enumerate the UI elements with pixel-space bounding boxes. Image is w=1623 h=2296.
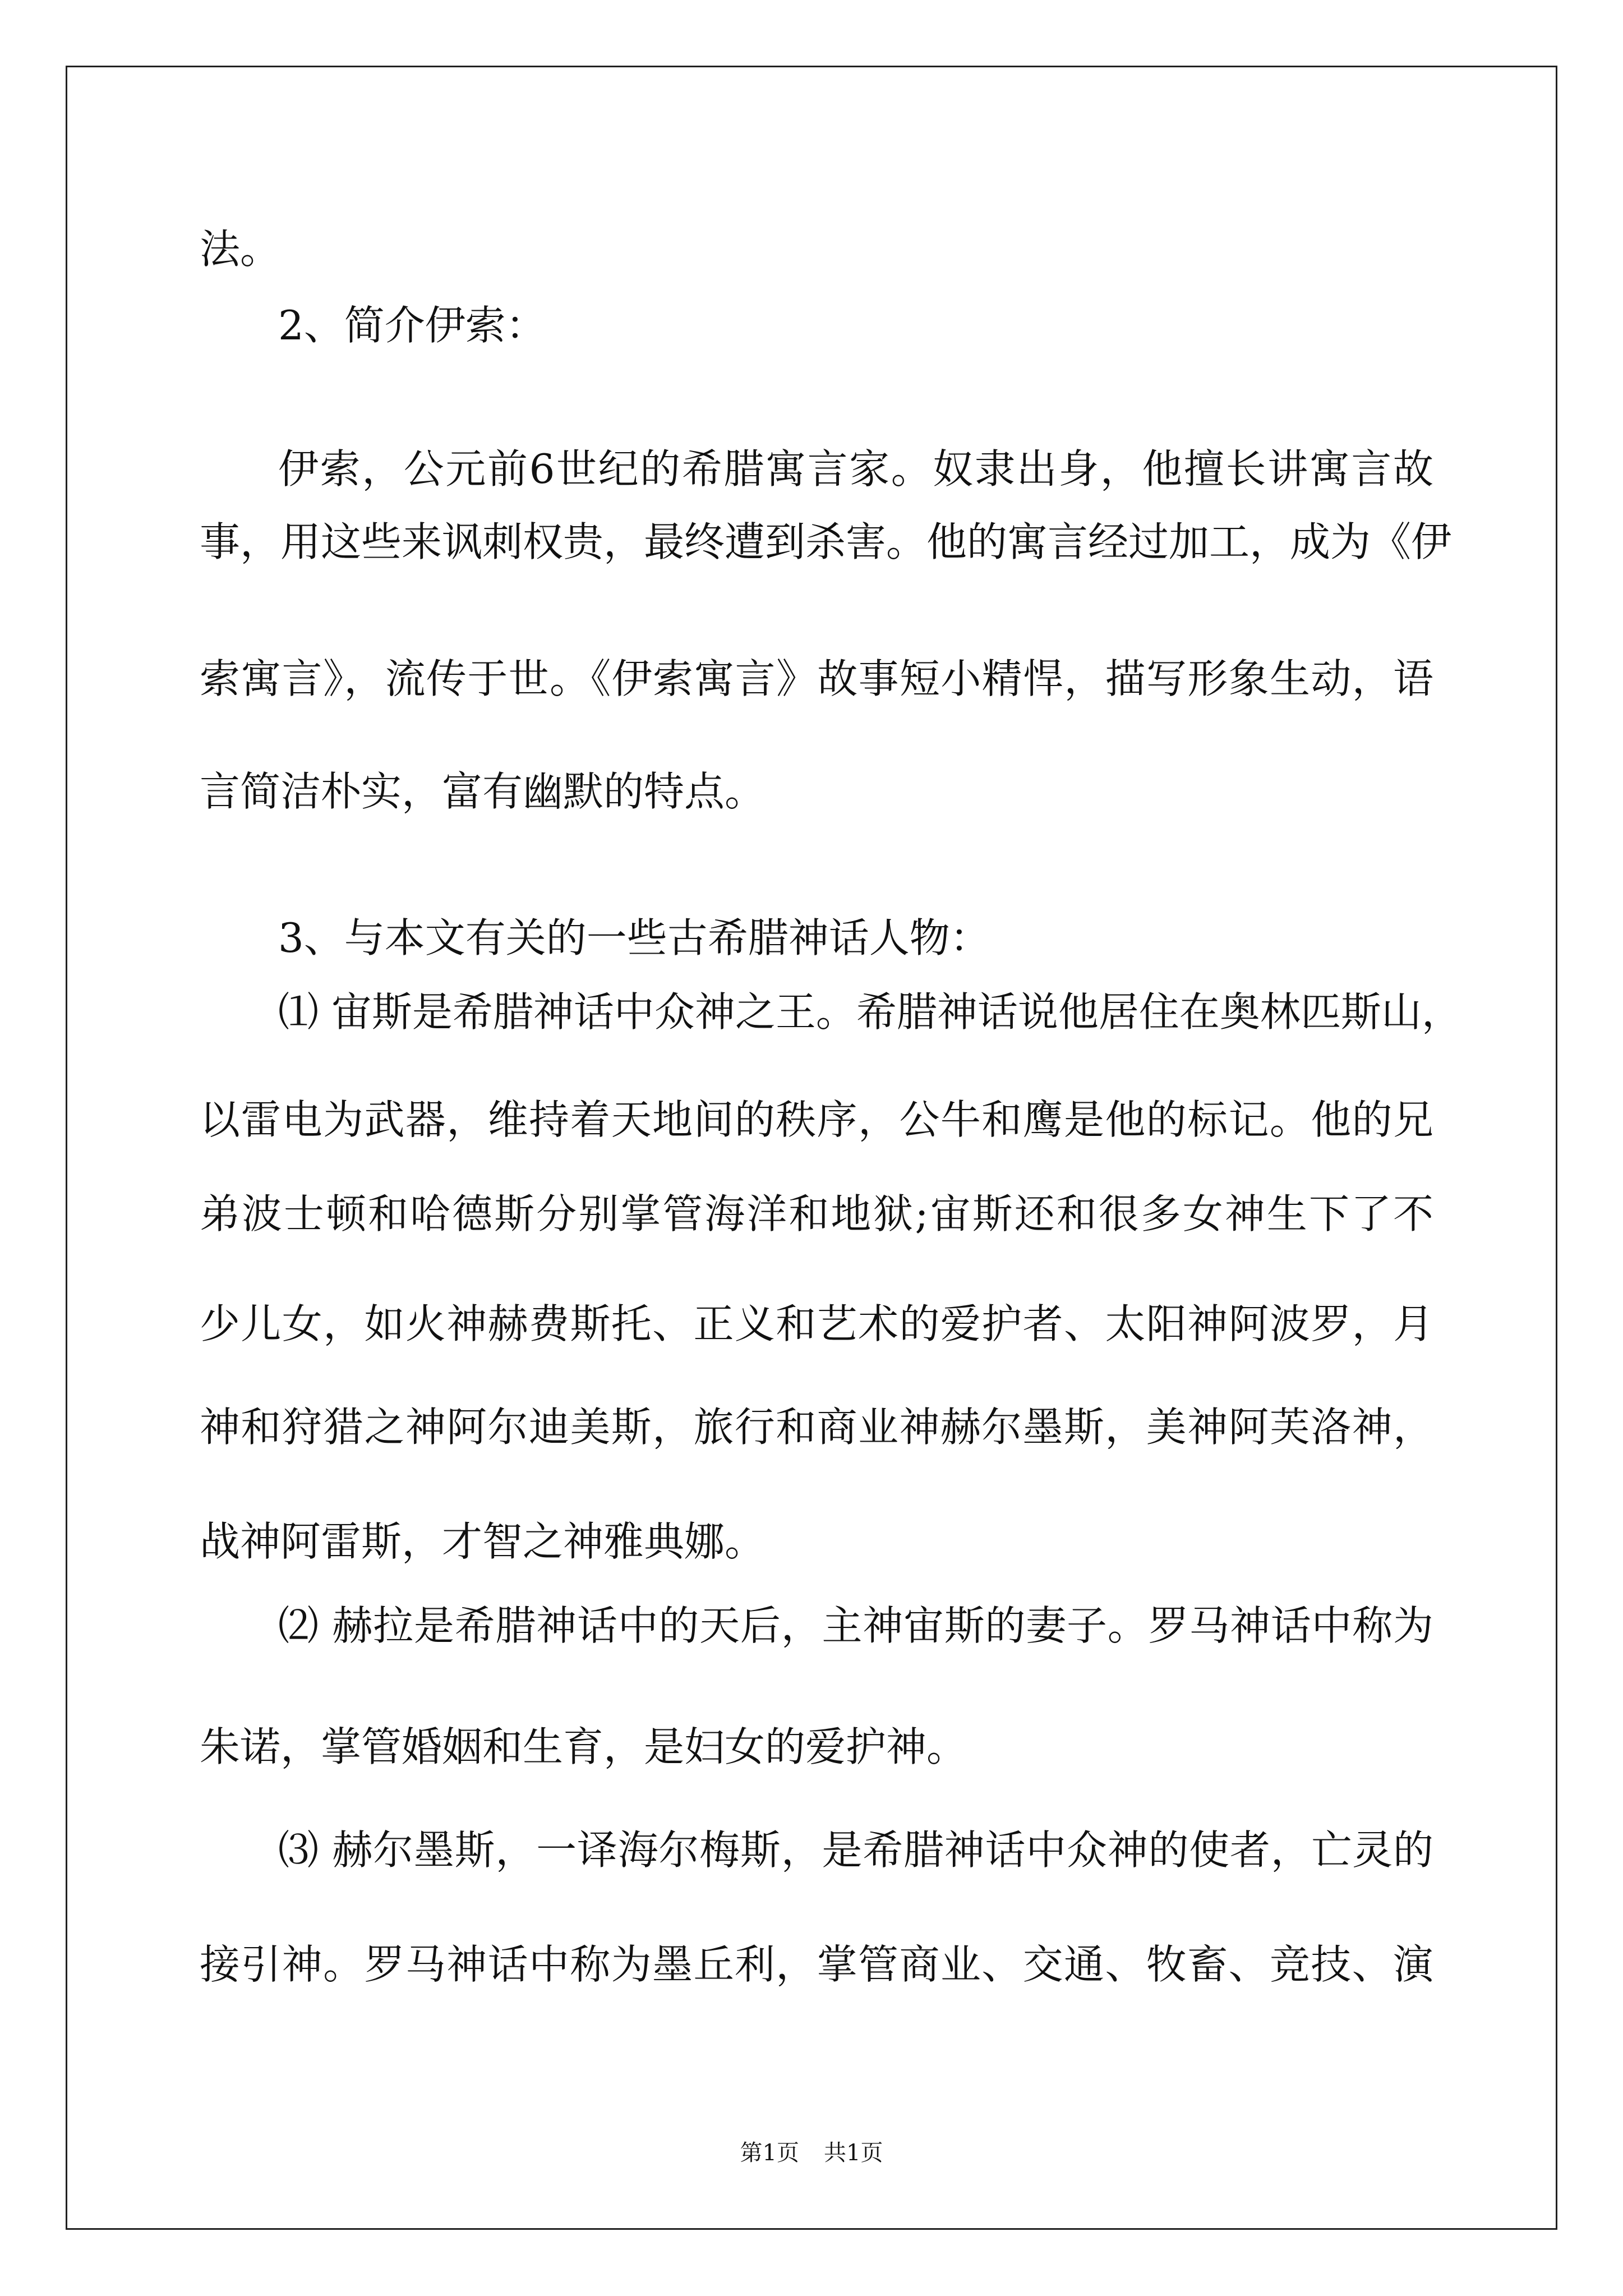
text-line: 弟波士顿和哈德斯分别掌管海洋和地狱;宙斯还和很多女神生下了不 [200, 1190, 1433, 1237]
text-line: 事，用这些来讽刺权贵，最终遭到杀害。他的寓言经过加工，成为《伊 [200, 518, 1452, 565]
page-number: 第1页 [740, 2140, 799, 2166]
text-line: 言简洁朴实，富有幽默的特点。 [200, 768, 766, 815]
text-line: 战神阿雷斯，才智之神雅典娜。 [200, 1518, 766, 1565]
section-heading: 3、与本文有关的一些古希腊神话人物： [278, 914, 990, 961]
text-line: 索寓言》，流传于世。《伊索寓言》故事短小精悍，描写形象生动，语 [200, 655, 1433, 702]
page-total: 共1页 [824, 2140, 883, 2166]
page-footer [0, 2142, 1623, 2164]
text-line: 伊索，公元前6世纪的希腊寓言家。奴隶出身，他擅长讲寓言故 [278, 445, 1433, 493]
text-line: ⑵ 赫拉是希腊神话中的天后，主神宙斯的妻子。罗马神话中称为 [278, 1602, 1433, 1649]
text-line: 接引神。罗马神话中称为墨丘利，掌管商业、交通、牧畜、竞技、演 [200, 1941, 1433, 1988]
text-line: 以雷电为武器，维持着天地间的秩序，公牛和鹰是他的标记。他的兄 [200, 1096, 1433, 1143]
section-heading: 2、简介伊索： [278, 302, 546, 349]
text-line: 神和狩猎之神阿尔迪美斯，旅行和商业神赫尔墨斯，美神阿芙洛神， [200, 1404, 1433, 1451]
text-line: ⑴ 宙斯是希腊神话中众神之王。希腊神话说他居住在奥林匹斯山， [278, 988, 1462, 1036]
text-line: 朱诺，掌管婚姻和生育，是妇女的爱护神。 [200, 1723, 967, 1770]
page-border [66, 66, 1557, 2230]
text-line: 法。 [200, 226, 281, 273]
text-line: 少儿女，如火神赫费斯托、正义和艺术的爱护者、太阳神阿波罗，月 [200, 1300, 1433, 1347]
text-line: ⑶ 赫尔墨斯，一译海尔梅斯，是希腊神话中众神的使者，亡灵的 [278, 1826, 1433, 1874]
